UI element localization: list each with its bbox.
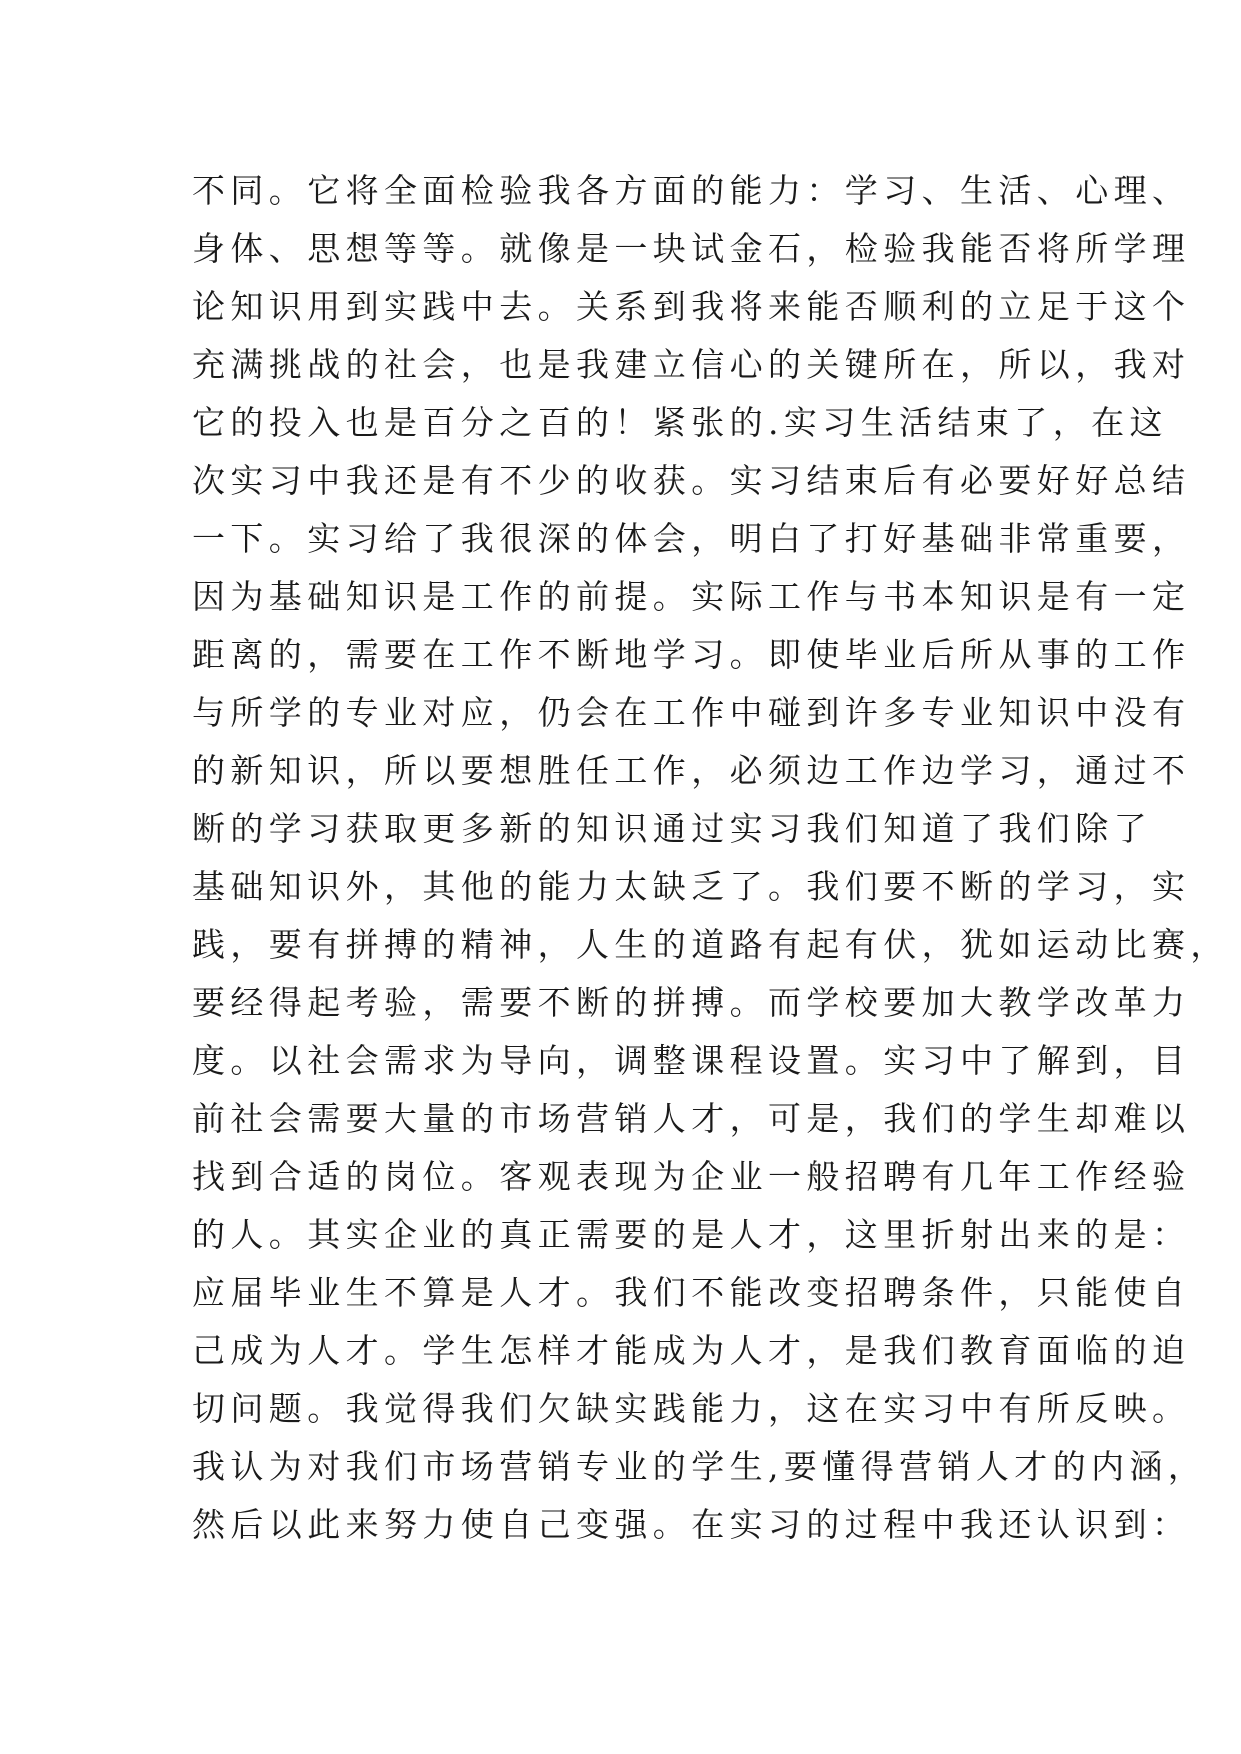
- text-line: 然后以此来努力使自己变强。在实习的过程中我还认识到：: [192, 1505, 1191, 1544]
- text-line: 找到合适的岗位。客观表现为企业一般招聘有几年工作经验: [192, 1157, 1191, 1196]
- text-line: 度。以社会需求为导向，调整课程设置。实习中了解到，目: [192, 1041, 1191, 1080]
- text-line: 基础知识外，其他的能力太缺乏了。我们要不断的学习，实: [192, 867, 1191, 906]
- text-line: 与所学的专业对应，仍会在工作中碰到许多专业知识中没有: [192, 693, 1191, 732]
- text-line: 一下。实习给了我很深的体会，明白了打好基础非常重要，: [192, 519, 1191, 558]
- text-line: 的新知识，所以要想胜任工作，必须边工作边学习，通过不: [192, 751, 1191, 790]
- text-line: 次实习中我还是有不少的收获。实习结束后有必要好好总结: [192, 461, 1191, 500]
- text-line: 己成为人才。学生怎样才能成为人才，是我们教育面临的迫: [192, 1331, 1191, 1370]
- text-line: 前社会需要大量的市场营销人才，可是，我们的学生却难以: [192, 1099, 1191, 1138]
- text-line: 因为基础知识是工作的前提。实际工作与书本知识是有一定: [192, 577, 1191, 616]
- text-line: 应届毕业生不算是人才。我们不能改变招聘条件，只能使自: [192, 1273, 1191, 1312]
- text-line: 它的投入也是百分之百的！紧张的.实习生活结束了，在这: [192, 403, 1168, 442]
- body-text: [192, 162, 1229, 1554]
- text-line: 要经得起考验，需要不断的拼搏。而学校要加大教学改革力: [192, 983, 1191, 1022]
- text-line: 身体、思想等等。就像是一块试金石，检验我能否将所学理: [192, 229, 1191, 268]
- text-line: 切问题。我觉得我们欠缺实践能力，这在实习中有所反映。: [192, 1389, 1191, 1428]
- text-line: 断的学习获取更多新的知识通过实习我们知道了我们除了: [192, 809, 1152, 848]
- text-line: 距离的，需要在工作不断地学习。即使毕业后所从事的工作: [192, 635, 1191, 674]
- text-line: 的人。其实企业的真正需要的是人才，这里折射出来的是：: [192, 1215, 1191, 1254]
- text-line: 论知识用到实践中去。关系到我将来能否顺利的立足于这个: [192, 287, 1191, 326]
- text-line: 践，要有拼搏的精神，人生的道路有起有伏，犹如运动比赛，: [192, 925, 1229, 964]
- text-line: 充满挑战的社会，也是我建立信心的关键所在，所以，我对: [192, 345, 1191, 384]
- text-line: 不同。它将全面检验我各方面的能力：学习、生活、心理、: [192, 171, 1191, 210]
- text-line: 我认为对我们市场营销专业的学生,要懂得营销人才的内涵，: [192, 1447, 1207, 1486]
